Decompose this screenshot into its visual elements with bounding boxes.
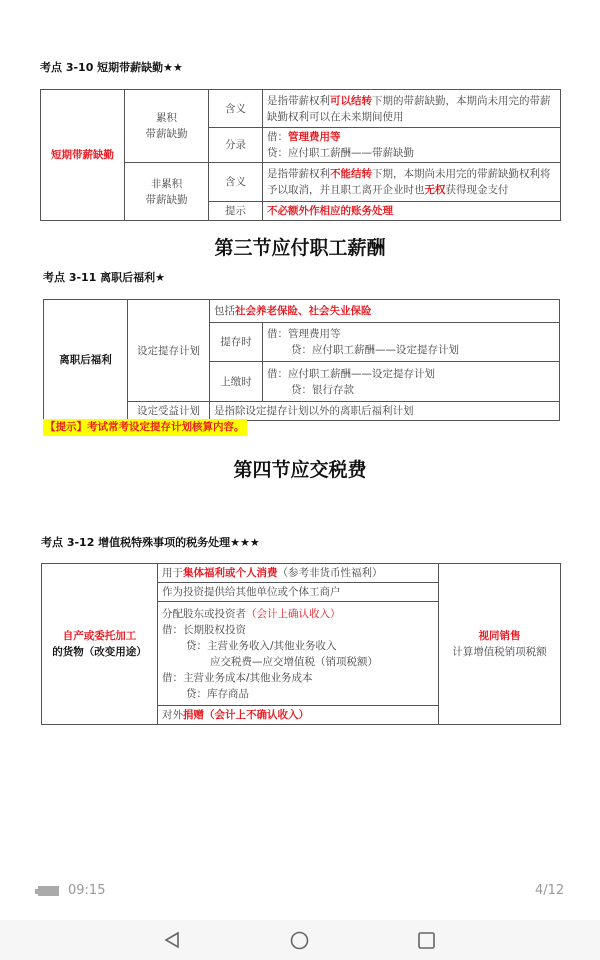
label-pay: 上缴时	[210, 362, 263, 402]
page-indicator: 4/12	[535, 883, 565, 898]
case-donation: 对外捐赠（会计上不确认收入）	[158, 706, 439, 725]
case-welfare: 用于集体福利或个人消费（参考非货币性福利）	[158, 564, 439, 583]
result: 视同销售 计算增值税销项税额	[439, 564, 561, 725]
navigation-bar	[0, 920, 600, 960]
chapter-heading-4: 第四节应交税费	[233, 459, 367, 481]
section-title-3-12: 考点 3-12 增值税特殊事项的税务处理★★★	[41, 536, 260, 549]
clock: 09:15	[68, 883, 106, 898]
case-investment: 作为投资提供给其他单位或个体工商户	[158, 583, 439, 602]
noncum-tip: 不必额外作相应的账务处理	[263, 202, 561, 221]
cum-label: 累积 带薪缺勤	[125, 90, 209, 163]
home-icon[interactable]	[290, 931, 309, 950]
case-distribution: 分配股东或投资者（会计上确认收入） 借：长期股权投资 贷：主营业务收入/其他业务收入 应交税费—应交增值税（销项税额） 借：主营业务成本/其他业务成本 贷：库存商品	[158, 602, 439, 706]
noncum-meaning: 是指带薪权利不能结转下期，本期尚未用完的带薪缺勤权利将予以取消，并且职工离开企业时也无权获得现金支付	[263, 163, 561, 202]
label-tip: 提示	[209, 202, 263, 221]
label-entry: 分录	[209, 128, 263, 163]
dc-label: 设定提存计划	[128, 300, 210, 402]
label-accrue: 提存时	[210, 323, 263, 362]
row-header: 离职后福利	[44, 300, 128, 421]
hint-note: 【提示】考试常考设定提存计划核算内容。	[43, 419, 247, 436]
noncum-label: 非累积 带薪缺勤	[125, 163, 209, 221]
db-label: 设定受益计划	[128, 402, 210, 421]
cum-entry: 借：管理费用等 贷：应付职工薪酬——带薪缺勤	[263, 128, 561, 163]
label-meaning: 含义	[209, 163, 263, 202]
db-desc: 是指除设定提存计划以外的离职后福利计划	[210, 402, 560, 421]
back-icon[interactable]	[163, 931, 181, 949]
accrue-entry: 借：管理费用等 贷：应付职工薪酬——设定提存计划	[263, 323, 560, 362]
dc-includes: 包括社会养老保险、社会失业保险	[210, 300, 560, 323]
battery-icon	[35, 886, 59, 896]
chapter-heading-3: 第三节应付职工薪酬	[214, 237, 386, 259]
section-title-3-11: 考点 3-11 离职后福利★	[43, 271, 166, 284]
recents-icon[interactable]	[418, 932, 435, 949]
row-header: 短期带薪缺勤	[41, 90, 125, 221]
label-meaning: 含义	[209, 90, 263, 128]
cum-meaning: 是指带薪权利可以结转下期的带薪缺勤，本期尚未用完的带薪缺勤权利可以在未来期间使用	[263, 90, 561, 128]
table-post-employment	[43, 299, 560, 421]
table-short-term-absence	[40, 89, 561, 221]
row-header: 自产或委托加工 的货物（改变用途）	[42, 564, 158, 725]
section-title-3-10: 考点 3-10 短期带薪缺勤★★	[40, 61, 183, 74]
pay-entry: 借：应付职工薪酬——设定提存计划 贷：银行存款	[263, 362, 560, 402]
table-vat-special	[41, 563, 561, 725]
